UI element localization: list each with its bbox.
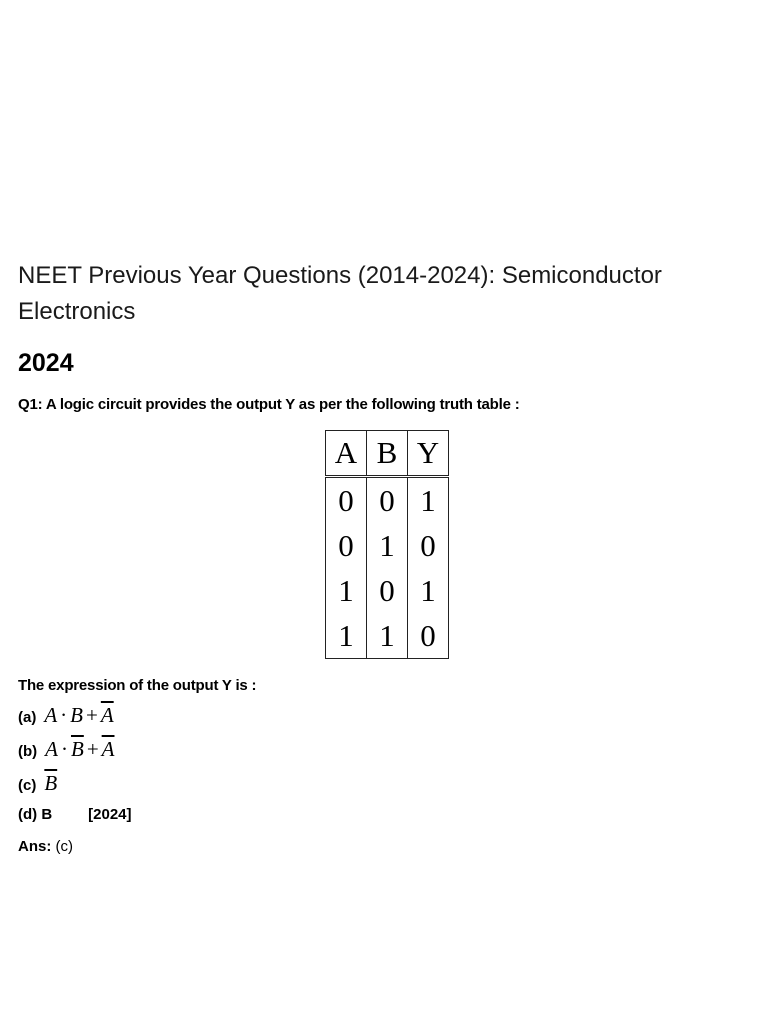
table-cell: 0 (367, 568, 408, 613)
header-y: Y (408, 431, 449, 477)
answer-value: (c) (55, 838, 74, 855)
math-operator: + (86, 703, 98, 727)
answer (18, 836, 73, 858)
math-operator: · (60, 737, 68, 761)
table-cell: 0 (326, 477, 367, 524)
truth-table (325, 430, 449, 659)
math-var-complement: $\overline{A}$ (101, 737, 115, 761)
table-cell: 1 (367, 613, 408, 659)
expression-prompt: The expression of the output Y is : (18, 677, 257, 694)
math-var: A (44, 703, 58, 727)
option-b-expression (45, 738, 114, 760)
option-d-label: (d) B (18, 806, 53, 823)
table-cell: 1 (326, 568, 367, 613)
option-c-label: (c) (18, 777, 37, 794)
option-b (18, 738, 114, 763)
math-var-complement: $\overline{A}$ (100, 703, 114, 727)
table-cell: 1 (326, 613, 367, 659)
page-title: NEET Previous Year Questions (2014-2024): Semiconductor Electronics (18, 262, 662, 325)
math-var-complement: $\overline{B}$ (70, 737, 84, 761)
math-operator: + (86, 737, 99, 761)
table-cell: 0 (408, 613, 449, 659)
table-cell: 0 (408, 523, 449, 568)
math-var: A (45, 737, 58, 761)
math-var: B (70, 703, 83, 727)
header-b: B (367, 431, 408, 477)
table-row (326, 568, 449, 613)
table-row (326, 477, 449, 524)
option-a-label: (a) (18, 709, 37, 726)
option-d (18, 804, 132, 826)
option-d-year-tag: [2024] (88, 806, 132, 823)
question-text: Q1: A logic circuit provides the output Y as per the following truth table : (18, 396, 520, 413)
table-row (326, 613, 449, 659)
option-c (18, 772, 57, 797)
option-b-label: (b) (18, 743, 38, 760)
math-var-complement: $\overline{B}$ (44, 771, 58, 795)
table-row (326, 523, 449, 568)
option-a-expression (44, 704, 113, 726)
header-a: A (326, 431, 367, 477)
table-cell: 0 (326, 523, 367, 568)
truth-table-header-row (326, 431, 449, 477)
table-cell: 1 (408, 568, 449, 613)
table-cell: 1 (408, 477, 449, 524)
answer-label: Ans: (18, 838, 52, 855)
year-heading: 2024 (18, 349, 74, 377)
option-a (18, 704, 114, 729)
table-cell: 1 (367, 523, 408, 568)
math-operator: · (60, 703, 68, 727)
table-cell: 0 (367, 477, 408, 524)
option-c-expression (44, 772, 57, 794)
